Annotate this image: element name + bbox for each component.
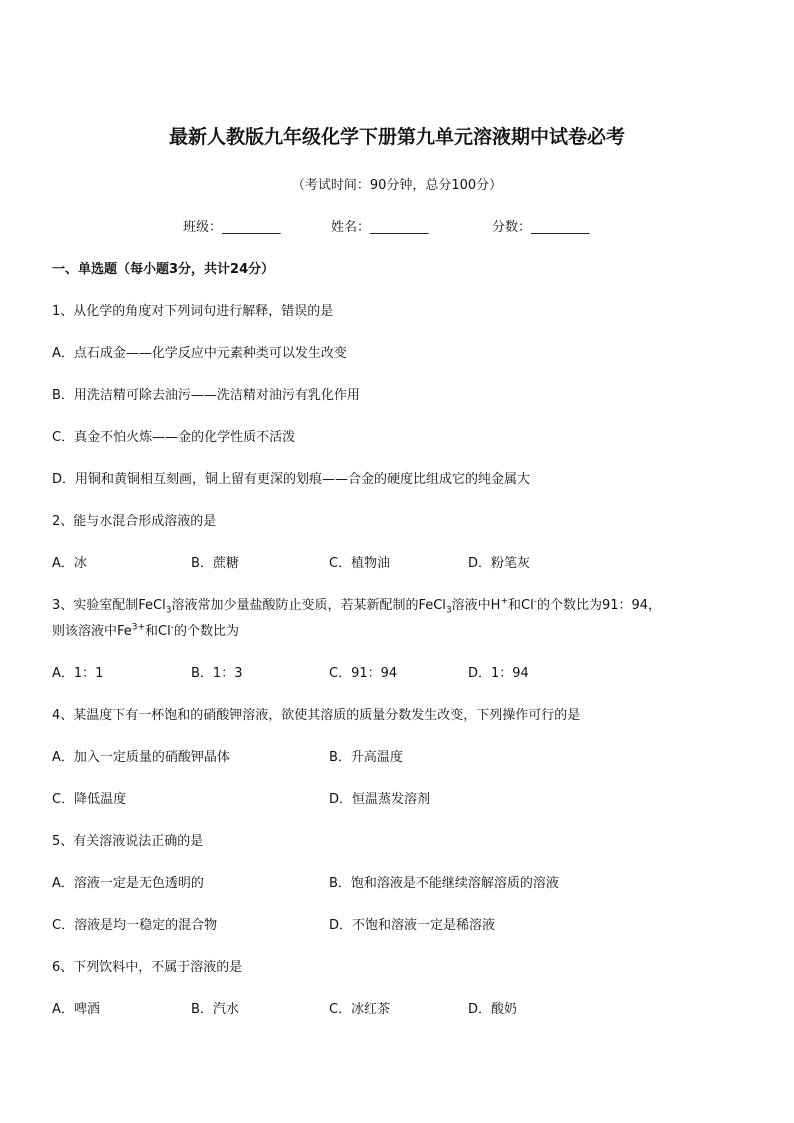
question-4-option-c: C．降低温度 xyxy=(52,792,127,807)
question-1-option-c: C．真金不怕火炼——金的化学性质不活泼 xyxy=(52,430,296,445)
question-2-option-c: C．植物油 xyxy=(329,556,391,571)
section-title: 一、单选题（每小题3分，共计24分） xyxy=(52,262,275,277)
question-4-stem: 4、某温度下有一杯饱和的硝酸钾溶液，欲使其溶质的质量分数发生改变，下列操作可行的是 xyxy=(52,708,581,723)
question-6-option-c: C．冰红茶 xyxy=(329,1002,391,1017)
question-2-option-d: D．粉笔灰 xyxy=(468,556,531,571)
question-2-stem: 2、能与水混合形成溶液的是 xyxy=(52,514,217,529)
question-1-option-a: A．点石成金——化学反应中元素种类可以发生改变 xyxy=(52,346,347,361)
question-1-option-b: B．用洗洁精可除去油污——洗洁精对油污有乳化作用 xyxy=(52,388,360,403)
question-3-stem: 3、实验室配制FeCl$_3$溶液常加少量盐酸防止变质，若某新配制的FeCl$_3$溶液中H+和Cl-的个数比为91：94， xyxy=(52,596,662,616)
question-4-option-b: B．升高温度 xyxy=(329,750,403,765)
question-3-stem-line-2: 则该溶液中$Fe^{3+}$和Cl-的个数比为 xyxy=(52,622,240,639)
question-3-option-d: D．1：94 xyxy=(468,666,529,681)
question-5-option-d: D．不饱和溶液一定是稀溶液 xyxy=(329,918,496,933)
question-1-stem: 1、从化学的角度对下列词句进行解释，错误的是 xyxy=(52,304,334,319)
question-1-option-d: D．用铜和黄铜相互刻画，铜上留有更深的划痕——合金的硬度比组成它的纯金属大 xyxy=(52,472,531,487)
question-2-option-a: A．冰 xyxy=(52,556,87,571)
question-5-option-c: C．溶液是均一稳定的混合物 xyxy=(52,918,218,933)
name-field: 姓名：_________ xyxy=(331,220,429,235)
question-3-option-b: B．1：3 xyxy=(191,666,243,681)
question-5-option-b: B．饱和溶液是不能继续溶解溶质的溶液 xyxy=(329,876,559,891)
question-4-option-a: A．加入一定质量的硝酸钾晶体 xyxy=(52,750,230,765)
question-6-option-b: B．汽水 xyxy=(191,1002,239,1017)
exam-time-note: （考试时间：90分钟，总分100分） xyxy=(291,178,503,193)
question-6-stem: 6、下列饮料中，不属于溶液的是 xyxy=(52,960,243,975)
question-5-stem: 5、有关溶液说法正确的是 xyxy=(52,834,204,849)
page-title: 最新人教版九年级化学下册第九单元溶液期中试卷必考 xyxy=(168,126,625,148)
question-4-option-d: D．恒温蒸发溶剂 xyxy=(329,792,431,807)
question-6-option-a: A．啤酒 xyxy=(52,1002,100,1017)
score-field: 分数：_________ xyxy=(492,220,590,235)
question-2-option-b: B．蔗糖 xyxy=(191,556,239,571)
question-6-option-d: D．酸奶 xyxy=(468,1002,518,1017)
class-field: 班级：_________ xyxy=(183,220,281,235)
question-3-option-a: A．1：1 xyxy=(52,666,104,681)
question-5-option-a: A．溶液一定是无色透明的 xyxy=(52,876,204,891)
question-3-option-c: C．91：94 xyxy=(329,666,398,681)
